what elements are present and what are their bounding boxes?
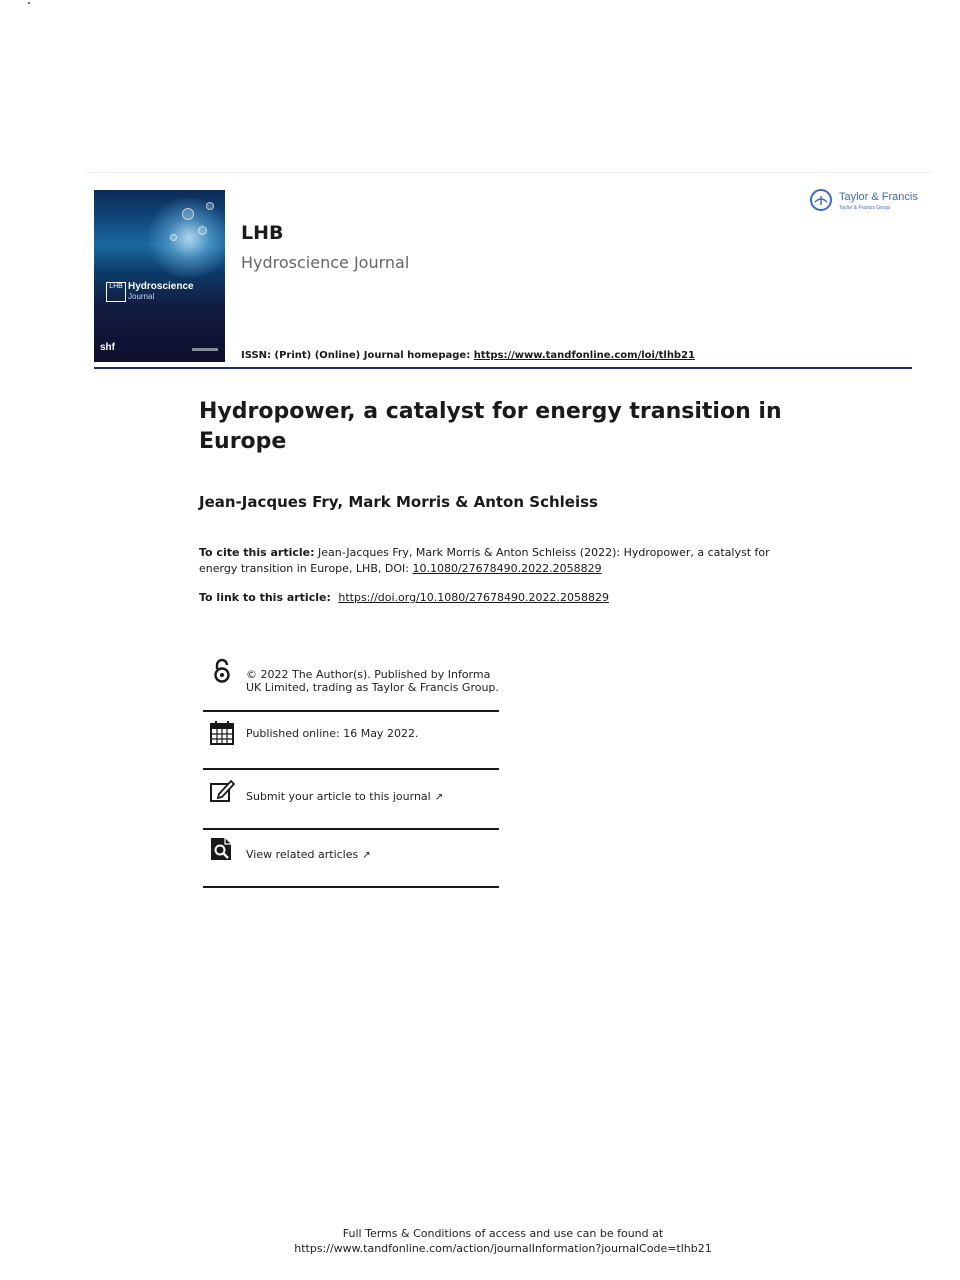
edit-icon (209, 778, 235, 804)
info-divider (203, 828, 499, 830)
info-divider (203, 886, 499, 888)
info-divider (203, 768, 499, 770)
info-divider (203, 710, 499, 712)
publisher-name: Taylor & Francis (839, 191, 918, 203)
calendar-icon (209, 720, 235, 746)
related-text: View related articles (246, 848, 359, 861)
journal-homepage-link[interactable]: https://www.tandfonline.com/loi/tlhb21 (473, 350, 696, 361)
related-articles-icon (209, 836, 235, 862)
top-divider (86, 172, 932, 173)
publisher-logo-icon (810, 189, 832, 211)
issn-label: ISSN: (Print) (Online) Journal homepage: (241, 350, 471, 361)
cover-footer-mark (192, 348, 218, 351)
journal-cover-image (94, 190, 225, 362)
issn-line (241, 350, 695, 361)
link-label: To link to this article: (199, 591, 331, 604)
citation-block (199, 545, 799, 577)
submit-text: Submit your article to this journal (246, 790, 431, 803)
external-link-icon: ↗ (362, 850, 371, 861)
cite-label: To cite this article: (199, 546, 315, 559)
article-link-block (199, 591, 609, 604)
doi-link[interactable]: 10.1080/27678490.2022.2058829 (412, 562, 602, 575)
cover-title: Hydroscience (128, 281, 194, 292)
cover-bubble (206, 202, 214, 210)
cover-subtitle: Journal (128, 292, 155, 301)
header-divider (94, 367, 912, 369)
publisher-group: Taylor & Francis Group (839, 205, 891, 211)
external-link-icon: ↗ (434, 792, 444, 803)
related-link[interactable] (246, 848, 371, 862)
journal-abbreviation: LHB (241, 222, 284, 244)
cover-bubble (198, 226, 207, 235)
footer-terms-text: Full Terms & Conditions of access and use can be found at (342, 1227, 664, 1240)
submit-link[interactable] (246, 790, 443, 804)
cover-bubble (170, 234, 177, 241)
article-title: Hydropower, a catalyst for energy transition in Europe (199, 399, 782, 454)
cover-logo-mark: LHB (106, 282, 126, 302)
corner-dot (28, 2, 30, 4)
footer-terms-url[interactable]: https://www.tandfonline.com/action/journalInformation?journalCode=tlhb21 (294, 1242, 712, 1255)
cover-bubble (182, 208, 194, 220)
footer (0, 1226, 960, 1256)
license-text: © 2022 The Author(s). Published by Informa UK Limited, trading as Taylor & Francis Group. (246, 668, 499, 694)
cover-publisher-mark: shf (100, 342, 115, 353)
journal-name: Hydroscience Journal (241, 253, 410, 272)
article-authors: Jean-Jacques Fry, Mark Morris & Anton Schleiss (199, 493, 598, 511)
article-url-link[interactable]: https://doi.org/10.1080/27678490.2022.2058829 (338, 591, 609, 604)
cite-text: Jean-Jacques Fry, Mark Morris & Anton Schleiss (2022): Hydropower, a catalyst for energy transition in Europe, LHB, DOI: (199, 546, 770, 575)
open-access-icon (209, 658, 235, 684)
published-date: Published online: 16 May 2022. (246, 727, 419, 740)
